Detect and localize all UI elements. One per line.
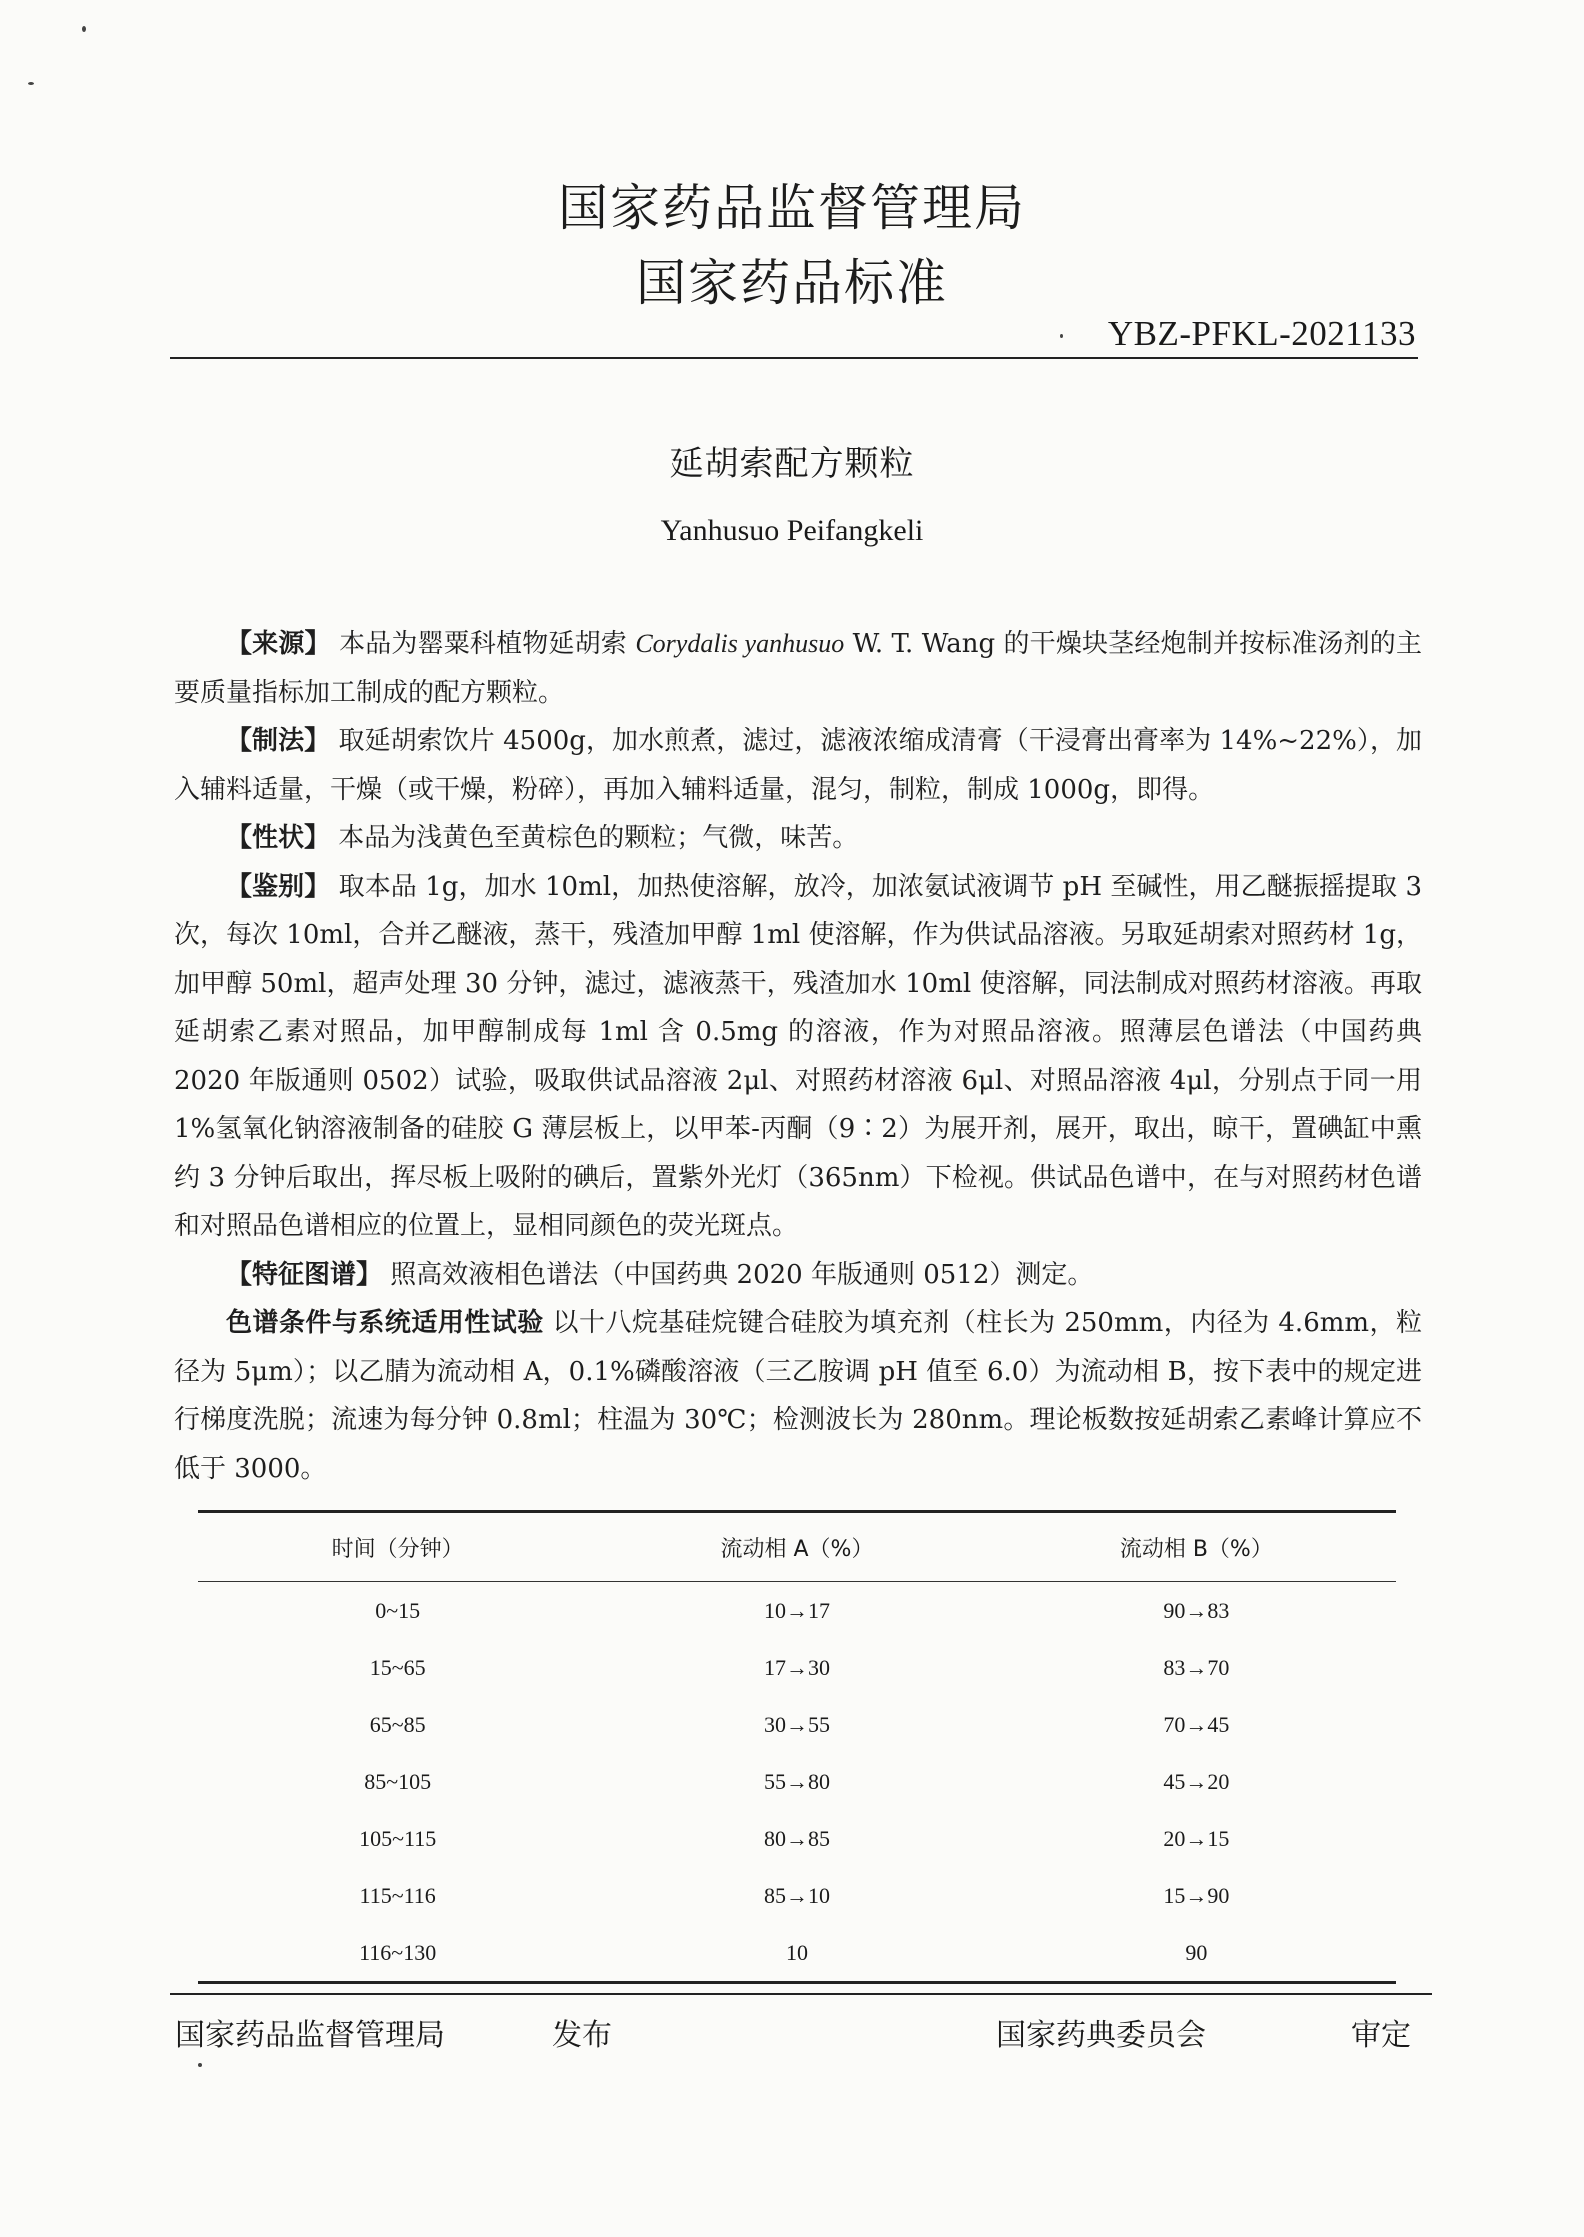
table-row (198, 1582, 1396, 1640)
cell-time: 105~115 (359, 1825, 437, 1851)
cell-phase-a: 55→80 (763, 1768, 830, 1794)
table-row (198, 1753, 1396, 1810)
column-header-phase-b: 流动相 B（%） (997, 1512, 1396, 1582)
cell-time: 65~85 (369, 1711, 426, 1737)
column-header-time: 时间（分钟） (198, 1512, 597, 1582)
cell-phase-a: 85→10 (763, 1882, 830, 1908)
cell-phase-a: 10→17 (763, 1597, 830, 1623)
monograph-body (174, 620, 1422, 1493)
column-header-phase-a: 流动相 A（%） (597, 1512, 996, 1582)
section-source (174, 620, 1422, 717)
cell-phase-b: 45→20 (1163, 1768, 1230, 1794)
document-title-line1: 国家药品监督管理局 (558, 179, 1026, 237)
table-row (198, 1639, 1396, 1696)
cell-phase-b: 90→83 (1163, 1597, 1230, 1623)
section-text: W. T. Wang 的干燥块茎经炮制并按标准汤剂的主要质量指标加工制成的配方颗粒。 (174, 629, 1422, 708)
cell-phase-a: 10 (597, 1924, 996, 1983)
cell-phase-b: 70→45 (1163, 1711, 1230, 1737)
cell-time: 15~65 (369, 1654, 426, 1680)
cell-phase-a: 17→30 (763, 1654, 830, 1680)
cell-time: 115~116 (359, 1882, 436, 1908)
table-row (198, 1924, 1396, 1983)
cell-time: 85~105 (364, 1768, 432, 1794)
product-name-pinyin: Yanhusuo Peifangkeli (660, 514, 924, 547)
gradient-table-wrapper (198, 1510, 1396, 1984)
section-tag: 【鉴别】 (226, 871, 331, 902)
section-identification (174, 863, 1422, 1251)
section-text: 照高效液相色谱法（中国药典 2020 年版通则 0512）测定。 (390, 1259, 1094, 1290)
section-character (174, 814, 1422, 863)
scan-speck (1060, 334, 1063, 338)
cell-phase-a: 30→55 (763, 1711, 830, 1737)
scan-speck (82, 26, 86, 32)
review-label: 审定 (1351, 2018, 1411, 2053)
scan-speck (198, 2063, 202, 2067)
latin-name: Corydalis yanhusuo (635, 629, 845, 658)
section-text: 本品为浅黄色至黄棕色的颗粒；气微，味苦。 (338, 823, 859, 853)
issue-label: 发布 (552, 2018, 612, 2053)
cell-phase-b: 90 (997, 1924, 1396, 1983)
section-text: 取本品 1g，加水 10ml，加热使溶解，放冷，加浓氨试液调节 pH 至碱性，用乙醚振摇提取 3 次，每次 10ml，合并乙醚液，蒸干，残渣加甲醇 1ml 使溶解，作为供试品溶液。另取延胡索对照药材 1g，加甲醇 50ml，超声处理 30 分钟，滤过，滤液蒸干，残渣加水 10ml 使溶解，同法制成对照药材溶液。再取延胡索乙素对照品，加甲醇制成每 1ml 含 0.5mg 的溶液，作为对照品溶液。照薄层色谱法（中国药典 2020 年版通则 0502）试验，吸取供试品溶液 2μl、对照药材溶液 6μl、对照品溶液 4μl，分别点于同一用 1%氢氧化钠溶液制备的硅胶 G 薄层板上，以甲苯-丙酮（9∶2）为展开剂，展开，取出，晾干，置碘缸中熏约 3 分钟后取出，挥尽板上吸附的碘后，置紫外光灯（365nm）下检视。供试品色谱中，在与对照药材色谱和对照品色谱相应的位置上，显相同颜色的荧光斑点。 (174, 871, 1422, 1241)
issuer-name: 国家药品监督管理局 (175, 2018, 445, 2053)
standard-code: YBZ-PFKL-2021133 (1107, 314, 1416, 353)
section-fingerprint (174, 1251, 1422, 1300)
cell-time: 0~15 (375, 1597, 421, 1623)
section-text: 本品为罂粟科植物延胡索 (339, 629, 636, 659)
reviewer-name: 国家药典委员会 (996, 2018, 1206, 2053)
header-divider (170, 357, 1418, 359)
table-row (198, 1867, 1396, 1924)
table-row (198, 1696, 1396, 1753)
section-preparation (174, 717, 1422, 814)
scan-speck (28, 82, 34, 85)
section-tag: 【制法】 (226, 726, 331, 756)
table-row (198, 1810, 1396, 1867)
section-tag: 【特征图谱】 (226, 1259, 383, 1290)
cell-phase-b: 83→70 (1163, 1654, 1230, 1680)
cell-phase-b: 15→90 (1163, 1882, 1230, 1908)
section-subtitle: 色谱条件与系统适用性试验 (226, 1308, 544, 1338)
cell-phase-b: 20→15 (1163, 1825, 1230, 1851)
section-text: 取延胡索饮片 4500g，加水煎煮，滤过，滤液浓缩成清膏（干浸膏出膏率为 14%~22%），加入辅料适量，干燥（或干燥，粉碎），再加入辅料适量，混匀，制粒，制成 1000g，即得。 (174, 726, 1422, 805)
table-header-row (198, 1512, 1396, 1582)
document-title-line2: 国家药品标准 (636, 254, 948, 312)
section-text: 以十八烷基硅烷键合硅胶为填充剂（柱长为 250mm，内径为 4.6mm，粒径为 5μm）；以乙腈为流动相 A，0.1%磷酸溶液（三乙胺调 pH 值至 6.0）为流动相 B，按下表中的规定进行梯度洗脱；流速为每分钟 0.8ml；柱温为 30℃；检测波长为 280nm。理论板数按延胡索乙素峰计算应不低于 3000。 (174, 1308, 1423, 1484)
section-tag: 【来源】 (226, 629, 331, 659)
cell-time: 116~130 (198, 1924, 597, 1983)
product-name-cn: 延胡索配方颗粒 (669, 444, 915, 484)
section-tag: 【性状】 (226, 823, 331, 853)
cell-phase-a: 80→85 (763, 1825, 830, 1851)
section-chrom-conditions (174, 1299, 1422, 1493)
gradient-table (198, 1510, 1396, 1984)
footer-divider (170, 1993, 1432, 1995)
